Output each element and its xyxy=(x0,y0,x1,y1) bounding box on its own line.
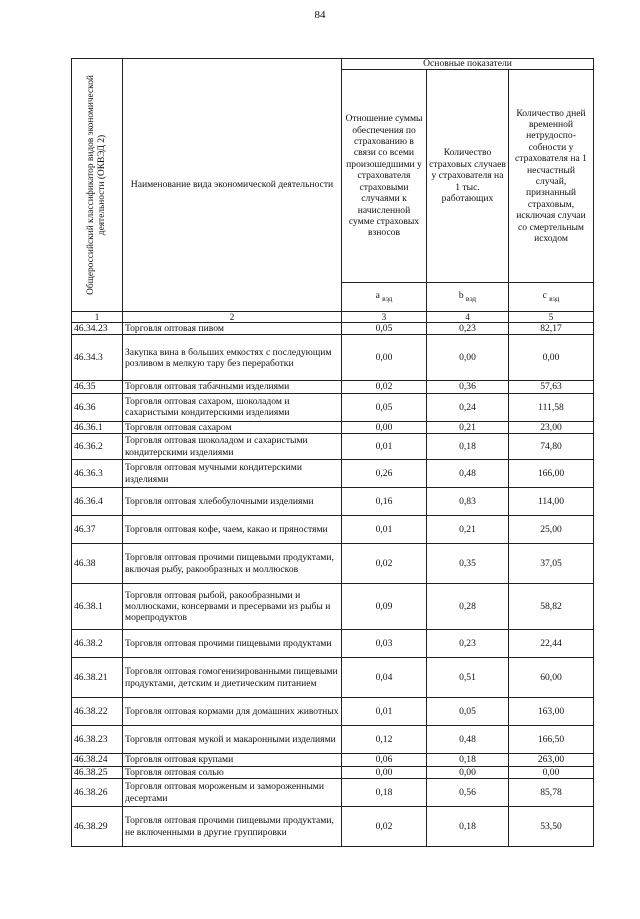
ratio-value: 0,06 xyxy=(342,754,427,766)
cases-value: 0,00 xyxy=(427,766,509,778)
column-number: 3 xyxy=(342,312,427,323)
okved-code: 46.34.3 xyxy=(72,335,123,381)
cases-value: 0,05 xyxy=(427,698,509,726)
okved-code: 46.38.24 xyxy=(72,754,123,766)
table-row xyxy=(72,754,594,766)
activity-name: Торговля оптовая сахаром xyxy=(123,421,342,433)
ratio-value: 0,03 xyxy=(342,630,427,658)
column-numbers-row xyxy=(72,312,594,323)
cases-value: 0,23 xyxy=(427,323,509,335)
days-value: 25,00 xyxy=(509,516,594,544)
ratio-value: 0,04 xyxy=(342,658,427,698)
okved-code: 46.35 xyxy=(72,381,123,393)
days-header: Количество дней временной нетрудоспо-собности у страхователя на 1 несчастный случай, признанный страховым, исключая случаи со смертельным исходом xyxy=(509,70,594,283)
table-row xyxy=(72,381,594,393)
table-row xyxy=(72,335,594,381)
ratio-value: 0,02 xyxy=(342,381,427,393)
column-number: 1 xyxy=(72,312,123,323)
table-row xyxy=(72,698,594,726)
okved-code: 46.38.2 xyxy=(72,630,123,658)
ratio-value: 0,00 xyxy=(342,766,427,778)
table-row xyxy=(72,544,594,584)
okved-code: 46.36 xyxy=(72,393,123,421)
activity-name: Торговля оптовая кормами для домашних животных xyxy=(123,698,342,726)
cases-symbol: b $_{вэд}$ xyxy=(427,283,509,312)
activity-name: Торговля оптовая крупами xyxy=(123,754,342,766)
activity-name: Торговля оптовая мороженым и замороженными десертами xyxy=(123,779,342,807)
activity-name: Торговля оптовая пивом xyxy=(123,323,342,335)
cases-header: Количество страховых случаев у страхователя на 1 тыс. работающих xyxy=(427,70,509,283)
cases-value: 0,83 xyxy=(427,488,509,516)
cases-value: 0,24 xyxy=(427,393,509,421)
classifier-header-cell xyxy=(72,59,123,312)
table-row xyxy=(72,460,594,488)
table-header xyxy=(72,59,594,323)
ratio-value: 0,01 xyxy=(342,516,427,544)
days-value: 22,44 xyxy=(509,630,594,658)
column-number: 5 xyxy=(509,312,594,323)
main-indicators-header: Основные показатели xyxy=(342,59,594,70)
classifier-header: Общероссийский классификатор видов экономической деятельности (ОКВЭД 2) xyxy=(86,75,107,295)
activity-name: Торговля оптовая шоколадом и сахаристыми кондитерскими изделиями xyxy=(123,434,342,460)
page-number: 84 xyxy=(314,9,326,21)
cases-value: 0,21 xyxy=(427,421,509,433)
days-value: 114,00 xyxy=(509,488,594,516)
days-value: 60,00 xyxy=(509,658,594,698)
cases-value: 0,51 xyxy=(427,658,509,698)
table-row xyxy=(72,323,594,335)
activity-name: Торговля оптовая мучными кондитерскими изделиями xyxy=(123,460,342,488)
activity-name: Торговля оптовая прочими пищевыми продуктами, не включенными в другие группировки xyxy=(123,807,342,847)
column-number: 2 xyxy=(123,312,342,323)
activity-name: Торговля оптовая хлебобулочными изделиями xyxy=(123,488,342,516)
ratio-header: Отношение суммы обеспечения по страхованию в связи со всеми произошедшими у страхователя страховыми случаями к начисленной сумме страховых взносов xyxy=(342,70,427,283)
ratio-value: 0,01 xyxy=(342,698,427,726)
okved-code: 46.38.22 xyxy=(72,698,123,726)
cases-value: 0,00 xyxy=(427,335,509,381)
cases-value: 0,56 xyxy=(427,779,509,807)
table-row xyxy=(72,766,594,778)
okved-code: 46.36.3 xyxy=(72,460,123,488)
ratio-value: 0,00 xyxy=(342,335,427,381)
cases-value: 0,35 xyxy=(427,544,509,584)
ratio-symbol: a $_{вэд}$ xyxy=(342,283,427,312)
days-symbol: c $_{вэд}$ xyxy=(509,283,594,312)
table-row xyxy=(72,516,594,544)
table-row xyxy=(72,488,594,516)
days-value: 166,50 xyxy=(509,726,594,754)
days-value: 23,00 xyxy=(509,421,594,433)
ratio-value: 0,12 xyxy=(342,726,427,754)
activity-name: Торговля оптовая гомогенизированными пищевыми продуктами, детским и диетическим питанием xyxy=(123,658,342,698)
days-value: 163,00 xyxy=(509,698,594,726)
okved-code: 46.38.29 xyxy=(72,807,123,847)
days-value: 166,00 xyxy=(509,460,594,488)
ratio-value: 0,02 xyxy=(342,807,427,847)
indicators-table xyxy=(71,58,594,847)
ratio-value: 0,09 xyxy=(342,584,427,630)
okved-code: 46.34.23 xyxy=(72,323,123,335)
days-value: 58,82 xyxy=(509,584,594,630)
days-value: 82,17 xyxy=(509,323,594,335)
days-value: 37,05 xyxy=(509,544,594,584)
cases-value: 0,48 xyxy=(427,460,509,488)
activity-name-header: Наименование вида экономической деятельности xyxy=(123,59,342,312)
activity-name: Торговля оптовая кофе, чаем, какао и пряностями xyxy=(123,516,342,544)
okved-code: 46.38.23 xyxy=(72,726,123,754)
cases-value: 0,36 xyxy=(427,381,509,393)
okved-code: 46.38.1 xyxy=(72,584,123,630)
days-value: 0,00 xyxy=(509,766,594,778)
cases-value: 0,18 xyxy=(427,807,509,847)
ratio-value: 0,18 xyxy=(342,779,427,807)
cases-value: 0,21 xyxy=(427,516,509,544)
okved-code: 46.36.1 xyxy=(72,421,123,433)
table-row xyxy=(72,421,594,433)
okved-code: 46.38.21 xyxy=(72,658,123,698)
table-row xyxy=(72,434,594,460)
days-value: 263,00 xyxy=(509,754,594,766)
table-row xyxy=(72,658,594,698)
column-number: 4 xyxy=(427,312,509,323)
table-row xyxy=(72,807,594,847)
days-value: 0,00 xyxy=(509,335,594,381)
table-row xyxy=(72,726,594,754)
ratio-value: 0,00 xyxy=(342,421,427,433)
activity-name: Торговля оптовая прочими пищевыми продуктами, включая рыбу, ракообразных и моллюсков xyxy=(123,544,342,584)
activity-name: Торговля оптовая прочими пищевыми продуктами xyxy=(123,630,342,658)
ratio-value: 0,26 xyxy=(342,460,427,488)
cases-value: 0,28 xyxy=(427,584,509,630)
activity-name: Торговля оптовая сахаром, шоколадом и сахаристыми кондитерскими изделиями xyxy=(123,393,342,421)
activity-name: Торговля оптовая солью xyxy=(123,766,342,778)
activity-name: Торговля оптовая мукой и макаронными изделиями xyxy=(123,726,342,754)
okved-code: 46.36.4 xyxy=(72,488,123,516)
ratio-value: 0,01 xyxy=(342,434,427,460)
okved-code: 46.38 xyxy=(72,544,123,584)
ratio-value: 0,05 xyxy=(342,323,427,335)
days-value: 53,50 xyxy=(509,807,594,847)
activity-name: Торговля оптовая табачными изделиями xyxy=(123,381,342,393)
okved-code: 46.37 xyxy=(72,516,123,544)
okved-code: 46.36.2 xyxy=(72,434,123,460)
ratio-value: 0,02 xyxy=(342,544,427,584)
activity-name: Торговля оптовая рыбой, ракообразными и моллюсками, консервами и пресервами из рыбы и морепродуктов xyxy=(123,584,342,630)
days-value: 57,63 xyxy=(509,381,594,393)
okved-code: 46.38.25 xyxy=(72,766,123,778)
days-value: 85,78 xyxy=(509,779,594,807)
cases-value: 0,18 xyxy=(427,754,509,766)
cases-value: 0,48 xyxy=(427,726,509,754)
activity-name: Закупка вина в больших емкостях с последующим розливом в мелкую тару без переработки xyxy=(123,335,342,381)
table-row xyxy=(72,779,594,807)
cases-value: 0,18 xyxy=(427,434,509,460)
ratio-value: 0,16 xyxy=(342,488,427,516)
table-row xyxy=(72,584,594,630)
okved-code: 46.38.26 xyxy=(72,779,123,807)
table-row xyxy=(72,630,594,658)
cases-value: 0,23 xyxy=(427,630,509,658)
days-value: 111,58 xyxy=(509,393,594,421)
table-row xyxy=(72,393,594,421)
days-value: 74,80 xyxy=(509,434,594,460)
ratio-value: 0,05 xyxy=(342,393,427,421)
